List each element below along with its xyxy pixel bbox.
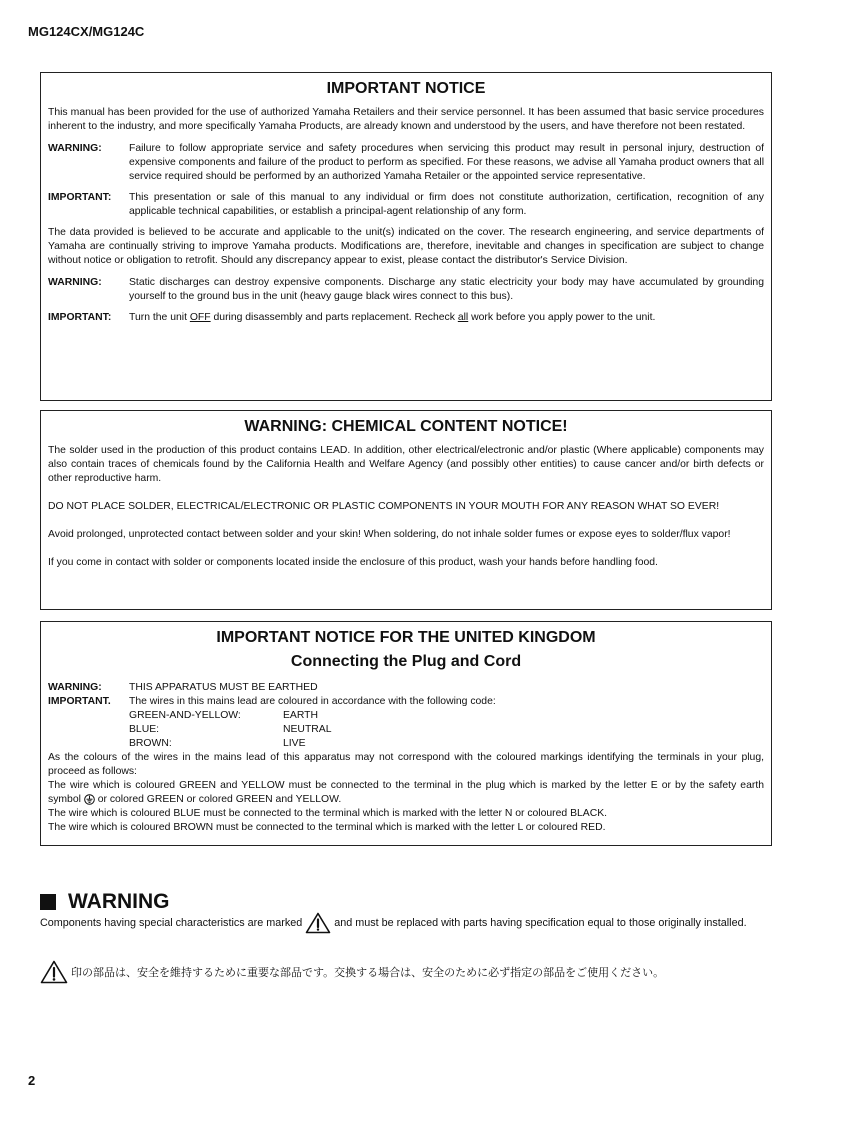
wires-row	[48, 695, 764, 709]
warning-text: Failure to follow appropriate service and safety procedures when servicing this product may result in personal injury, destruction of expensive components and failure of the product to perform as specified. For these reasons, we advise all Yamaha product owners that all service required should be performed by an authorized Yamaha Retailer or the appointed service representative.	[129, 143, 764, 182]
page-number: 2	[28, 1073, 36, 1088]
static-warning-label: WARNING:	[48, 277, 102, 288]
chemical-notice-title: WARNING: CHEMICAL CONTENT NOTICE!	[244, 418, 568, 435]
wire-color: BLUE:	[129, 724, 160, 735]
power-important-label: IMPORTANT:	[48, 312, 112, 323]
uk-notice-subtitle: Connecting the Plug and Cord	[290, 653, 522, 670]
components-text	[40, 912, 774, 934]
warning-row	[48, 142, 764, 184]
wire-meaning: NEUTRAL	[283, 724, 332, 735]
earthed-text: THIS APPARATUS MUST BE EARTHED	[129, 682, 318, 693]
power-important-row	[48, 311, 764, 325]
correspond-text: As the colours of the wires in the mains lead of this apparatus may not correspond with the coloured markings identifying the terminals in your plug, proceed as follows:	[48, 752, 764, 777]
components-text-pre: Components having special characteristics are marked	[40, 916, 306, 929]
power-important-text	[129, 311, 764, 325]
lead-paragraph: The solder used in the production of this product contains LEAD. In addition, other electrical/electronic and/or plastic (Where applicable) components may also contain traces of chemicals found by the California Health and Welfare Agency (and possibly other entities) to cause cancer and/or birth defects or other reproductive harm.	[48, 445, 764, 484]
power-text-post: work before you apply power to the unit.	[468, 312, 656, 323]
japanese-warning	[40, 960, 664, 984]
all-underlined: all	[457, 312, 469, 323]
green-yellow-text	[48, 779, 764, 807]
uk-notice-title: IMPORTANT NOTICE FOR THE UNITED KINGDOM	[216, 629, 596, 646]
chemical-notice-box	[40, 410, 772, 610]
components-text-post: and must be replaced with parts having specification equal to those originally installed.	[331, 916, 747, 929]
warning-heading-text: WARNING	[68, 890, 170, 913]
brown-wire-text: The wire which is coloured BROWN must be connected to the terminal which is marked with the letter L or coloured RED.	[48, 822, 606, 833]
model-header: MG124CX/MG124C	[28, 24, 145, 39]
important-notice-title: IMPORTANT NOTICE	[326, 80, 486, 97]
power-text-mid: during disassembly and parts replacement. Recheck	[210, 312, 458, 323]
wire-code-row	[48, 709, 764, 723]
blue-wire-text: The wire which is coloured BLUE must be connected to the terminal which is marked with the letter N or coloured BLACK.	[48, 808, 608, 819]
important-label: IMPORTANT:	[48, 192, 112, 203]
static-warning-row	[48, 276, 764, 304]
uk-notice-box	[40, 621, 772, 846]
off-underlined: OFF	[189, 312, 211, 323]
earthed-label: WARNING:	[48, 682, 102, 693]
wire-color: BROWN:	[129, 738, 172, 749]
wires-label: IMPORTANT.	[48, 696, 111, 707]
contact-paragraph: Avoid prolonged, unprotected contact between solder and your skin! When soldering, do not inhale solder fumes or expose eyes to solder/flux vapor!	[48, 529, 731, 540]
warning-label: WARNING:	[48, 143, 102, 154]
warning-heading	[40, 890, 170, 914]
wire-meaning: LIVE	[283, 738, 306, 749]
wire-code-row	[48, 737, 764, 751]
static-warning-text: Static discharges can destroy expensive components. Discharge any static electricity your body may have accumulated by grounding yourself to the ground bus in the unit (heavy gauge black wires connect to this bus).	[129, 277, 764, 302]
wire-meaning: EARTH	[283, 710, 319, 721]
earthed-row	[48, 681, 764, 695]
important-row	[48, 191, 764, 219]
power-text-pre: Turn the unit	[129, 312, 190, 323]
square-bullet-icon	[40, 894, 56, 910]
wires-text: The wires in this mains lead are coloured in accordance with the following code:	[129, 696, 496, 707]
wash-paragraph: If you come in contact with solder or components located inside the enclosure of this product, wash your hands before handling food.	[48, 557, 658, 568]
data-paragraph: The data provided is believed to be accurate and applicable to the unit(s) indicated on the cover. The research engineering, and service departments of Yamaha are continually striving to improve Yamaha products. Modifications are, therefore, inevitable and changes in specification are subject to change without notice or obligation to retrofit. Should any discrepancy appear to exist, please contact the distributor's Service Division.	[48, 227, 764, 266]
important-notice-box	[40, 72, 772, 401]
wire-code-row	[48, 723, 764, 737]
mouth-paragraph: DO NOT PLACE SOLDER, ELECTRICAL/ELECTRONIC OR PLASTIC COMPONENTS IN YOUR MOUTH FOR ANY REASON WHAT SO EVER!	[48, 501, 720, 512]
japanese-warning-text: 印の部品は、安全を維持するために重要な部品です。交換する場合は、安全のために必ず指定の部品をご使用ください。	[71, 966, 665, 979]
caution-triangle-icon	[305, 912, 331, 934]
intro-paragraph: This manual has been provided for the use of authorized Yamaha Retailers and their service personnel. It has been assumed that basic service procedures inherent to the industry, and more specifically Yamaha Products, are already known and understood by the users, and have therefore not been restated.	[48, 107, 764, 132]
caution-triangle-icon	[40, 960, 68, 984]
wire-color: GREEN-AND-YELLOW:	[129, 710, 241, 721]
earth-symbol-icon	[84, 794, 95, 805]
important-text: This presentation or sale of this manual to any individual or firm does not constitute authorization, certification, recognition of any applicable technical capabilities, or establish a principal-agent relationship of any form.	[129, 192, 764, 217]
green-yellow-pre: The wire which is coloured GREEN and YELLOW must be connected to the terminal in the plug which is marked by the letter E or by the safety earth symbol	[48, 780, 764, 805]
green-yellow-post: or colored GREEN or colored GREEN and YELLOW.	[94, 794, 342, 805]
